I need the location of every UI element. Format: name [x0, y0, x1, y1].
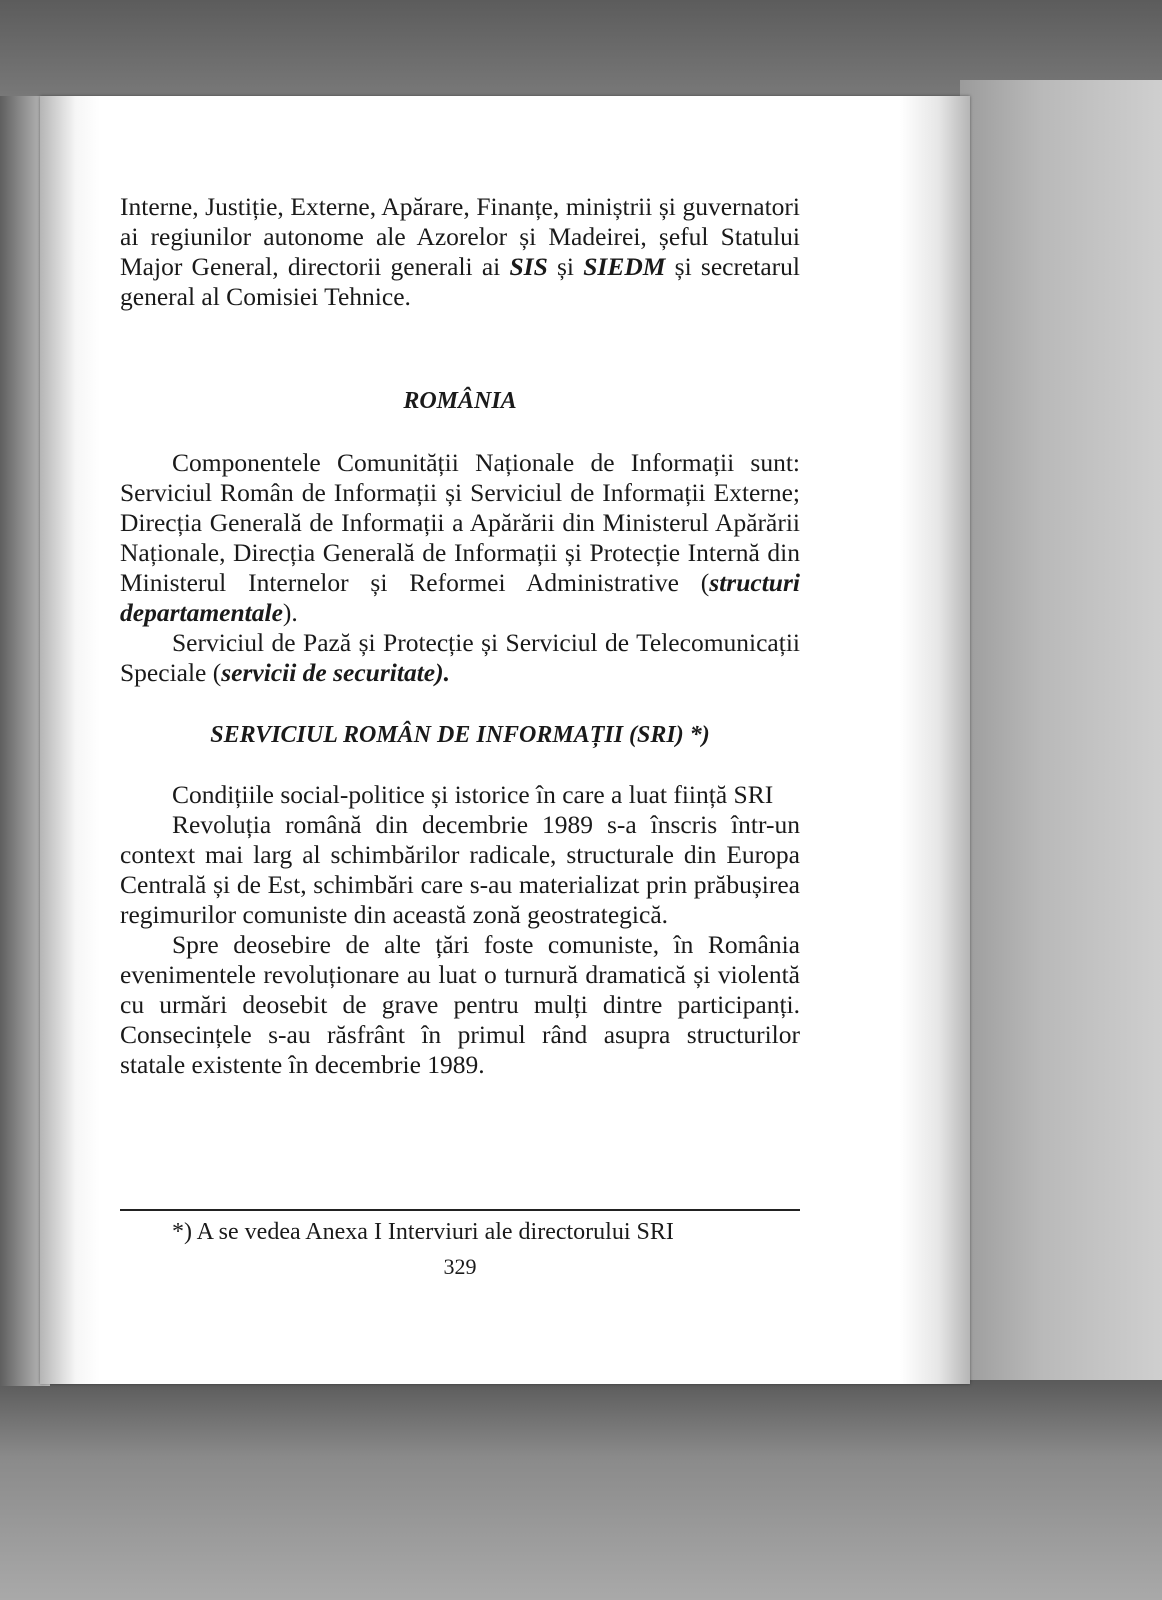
- paragraph-4: Condițiile social-politice și istorice în care a luat ființă SRI: [172, 780, 774, 809]
- paragraph-1-text-b: și: [547, 252, 584, 281]
- book-page: [40, 96, 970, 1384]
- section-heading-sri: SERVICIUL ROMÂN DE INFORMAȚII (SRI) *): [210, 722, 710, 748]
- page-body: [120, 192, 800, 1080]
- abbrev-sis: SIS: [509, 252, 548, 281]
- paragraph-3: [120, 628, 800, 688]
- footnote-divider: [120, 1209, 800, 1211]
- page-number: 329: [443, 1254, 477, 1279]
- paragraph-2-text-b: ).: [282, 598, 298, 627]
- paragraph-3-emphasis: servicii de securitate).: [221, 658, 450, 687]
- paragraph-5: Revoluția română din decembrie 1989 s-a înscris într-un context mai larg al schimbărilor radicale, structurale din Europa Centrală și de Est, schimbări care s-au materializat prin prăbușirea regimurilor comuniste din această zonă geostrategică.: [120, 810, 800, 929]
- paragraph-6: Spre deosebire de alte țări foste comuniste, în România evenimentele revoluționare au luat o turnură dramatică și violentă cu urmări deosebit de grave pentru mulți dintre participanți. Consecințele s-au răsfrânt în primul rând asupra structurilor statale existente în decembrie 1989.: [120, 930, 800, 1079]
- paragraph-1: [120, 192, 800, 312]
- footnote: *) A se vedea Anexa I Interviuri ale directorului SRI: [172, 1219, 674, 1245]
- scan-background-bottom: [0, 1380, 1162, 1600]
- abbrev-siedm: SIEDM: [583, 252, 666, 281]
- paragraph-2-text-a: Componentele Comunității Naționale de Informații sunt: Serviciul Român de Informații și Serviciul de Informații Externe; Direcția Generală de Informații a Apărării din Ministerul Apărării Naționale, Direcția Generală de Informații și Protecție Internă din Ministerul Internelor și Reformei Administrative (: [120, 448, 800, 597]
- paragraph-3-text-a: Serviciul de Pază și Protecție și Serviciul de Telecomunicații Speciale (: [120, 628, 800, 687]
- page-edge-shadow: [900, 96, 970, 1384]
- section-heading-romania: ROMÂNIA: [403, 388, 517, 414]
- page-gutter-shadow: [40, 96, 100, 1384]
- paragraph-1-text-c: și secretarul general al Comisiei Tehnice.: [120, 252, 800, 311]
- paragraph-2: [120, 448, 800, 628]
- paragraph-2-emphasis: structuri departamentale: [120, 568, 800, 627]
- scan-background-right: [960, 80, 1162, 1400]
- paragraph-1-text-a: Interne, Justiție, Externe, Apărare, Finanțe, miniștrii și guvernatori ai regiunilor autonome ale Azorelor și Madeirei, șeful Statului Major General, directorii generali ai: [120, 192, 800, 281]
